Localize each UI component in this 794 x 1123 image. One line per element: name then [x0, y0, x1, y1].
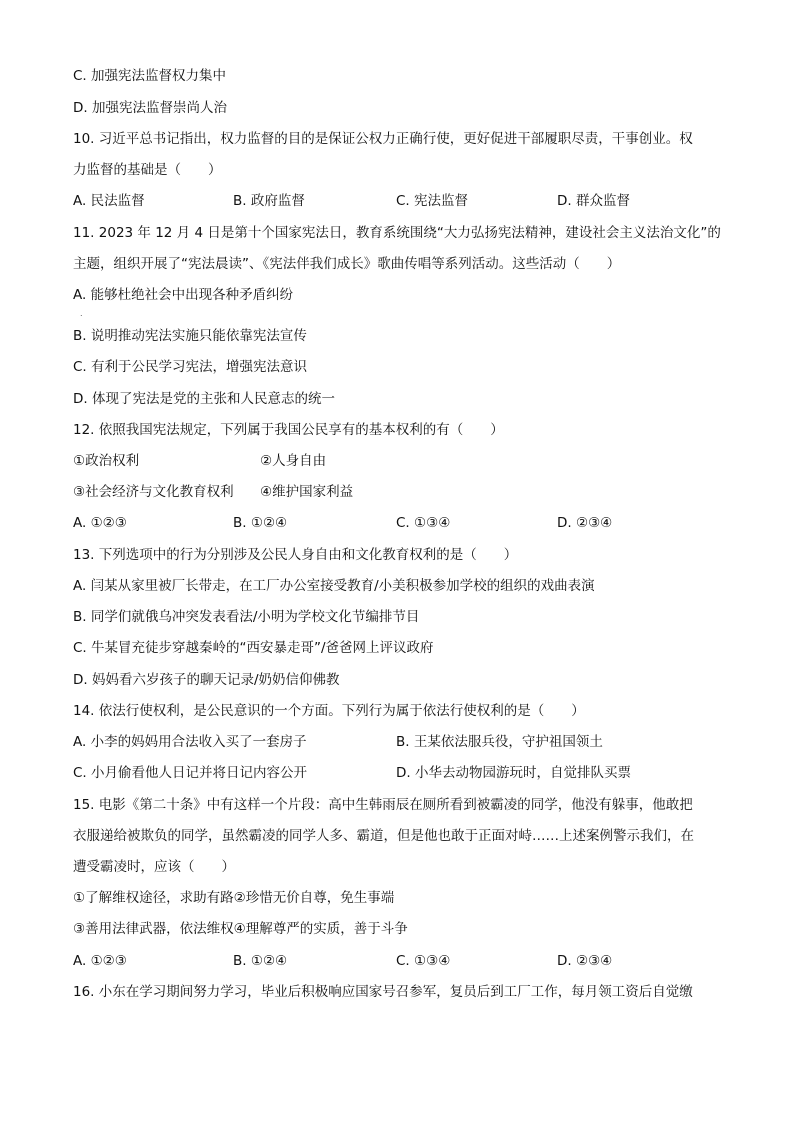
q12-option-c: C. ①③④	[396, 515, 451, 531]
q11-stem-line1: 11. 2023 年 12 月 4 日是第十个国家宪法日，教育系统围绕“大力弘扬宪法精神，建设社会主义法治文化”的	[73, 225, 721, 241]
q14-option-c: C. 小月偷看他人日记并将日记内容公开	[73, 765, 308, 781]
q10-stem-line1: 10. 习近平总书记指出，权力监督的目的是保证公权力正确行使，更好促进干部履职尽责，干事创业。权	[73, 131, 693, 147]
q10-stem-line2: 力监督的基础是（ ）	[73, 162, 222, 178]
q9-option-c: C. 加强宪法监督权力集中	[73, 68, 227, 84]
q14-option-d: D. 小华去动物园游玩时，自觉排队买票	[396, 765, 631, 781]
q13-option-a: A. 闫某从家里被厂长带走，在工厂办公室接受教育/小美积极参加学校的组织的戏曲表演	[73, 578, 595, 594]
q13-option-c: C. 牛某冒充徒步穿越秦岭的“西安暴走哥”/爸爸网上评议政府	[73, 640, 434, 656]
q12-option-b: B. ①②④	[233, 515, 288, 531]
q10-option-d: D. 群众监督	[557, 193, 630, 209]
q15-stem-line3: 遭受霸凌时，应该（ ）	[73, 859, 235, 875]
q10-option-c: C. 宪法监督	[396, 193, 469, 209]
q15-stem-line1: 15. 电影《第二十条》中有这样一个片段：高中生韩雨辰在厕所看到被霸凌的同学，他没有躲事，他敢把	[73, 797, 693, 813]
q15-stem-line2: 衣服递给被欺负的同学，虽然霸凌的同学人多、霸道，但是他也敢于正面对峙……上述案例警示我们，在	[73, 828, 694, 844]
q15-items-1-2: ①了解维权途径，求助有路②珍惜无价自尊，免生事端	[73, 890, 395, 906]
q15-option-c: C. ①③④	[396, 953, 451, 969]
q9-option-d: D. 加强宪法监督崇尚人治	[73, 100, 227, 116]
q13-stem: 13. 下列选项中的行为分别涉及公民人身自由和文化教育权利的是（ ）	[73, 547, 518, 563]
q12-option-d: D. ②③④	[557, 515, 613, 531]
q11-option-d: D. 体现了宪法是党的主张和人民意志的统一	[73, 391, 335, 407]
q12-item-2: ②人身自由	[260, 453, 327, 469]
q16-stem-line1: 16. 小东在学习期间努力学习，毕业后积极响应国家号召参军，复员后到工厂工作，每月领工资后自觉缴	[73, 984, 693, 1000]
q13-option-b: B. 同学们就俄乌冲突发表看法/小明为学校文化节编排节目	[73, 609, 420, 625]
q15-items-3-4: ③善用法律武器，依法维权④理解尊严的实质，善于斗争	[73, 921, 408, 937]
q12-item-3: ③社会经济与文化教育权利	[73, 484, 234, 500]
q11-stem-line2: 主题，组织开展了“宪法晨读”、《宪法伴我们成长》歌曲传唱等系列活动。这些活动（ ）	[73, 256, 621, 272]
q14-stem: 14. 依法行使权利，是公民意识的一个方面。下列行为属于依法行使权利的是（ ）	[73, 703, 585, 719]
q14-option-b: B. 王某依法服兵役，守护祖国领土	[396, 734, 603, 750]
q11-option-c: C. 有利于公民学习宪法，增强宪法意识	[73, 359, 308, 375]
q10-option-b: B. 政府监督	[233, 193, 305, 209]
q12-item-4: ④维护国家利益	[260, 484, 354, 500]
q15-option-d: D. ②③④	[557, 953, 613, 969]
q10-option-a: A. 民法监督	[73, 193, 145, 209]
stray-mark: .	[80, 309, 83, 318]
q13-option-d: D. 妈妈看六岁孩子的聊天记录/奶奶信仰佛教	[73, 672, 340, 688]
q15-option-a: A. ①②③	[73, 953, 127, 969]
q14-option-a: A. 小李的妈妈用合法收入买了一套房子	[73, 734, 307, 750]
q11-option-a: A. 能够杜绝社会中出现各种矛盾纠纷	[73, 287, 294, 303]
q12-stem: 12. 依照我国宪法规定，下列属于我国公民享有的基本权利的有（ ）	[73, 422, 504, 438]
q12-option-a: A. ①②③	[73, 515, 127, 531]
q11-option-b: B. 说明推动宪法实施只能依靠宪法宣传	[73, 328, 307, 344]
q12-item-1: ①政治权利	[73, 453, 140, 469]
q15-option-b: B. ①②④	[233, 953, 288, 969]
